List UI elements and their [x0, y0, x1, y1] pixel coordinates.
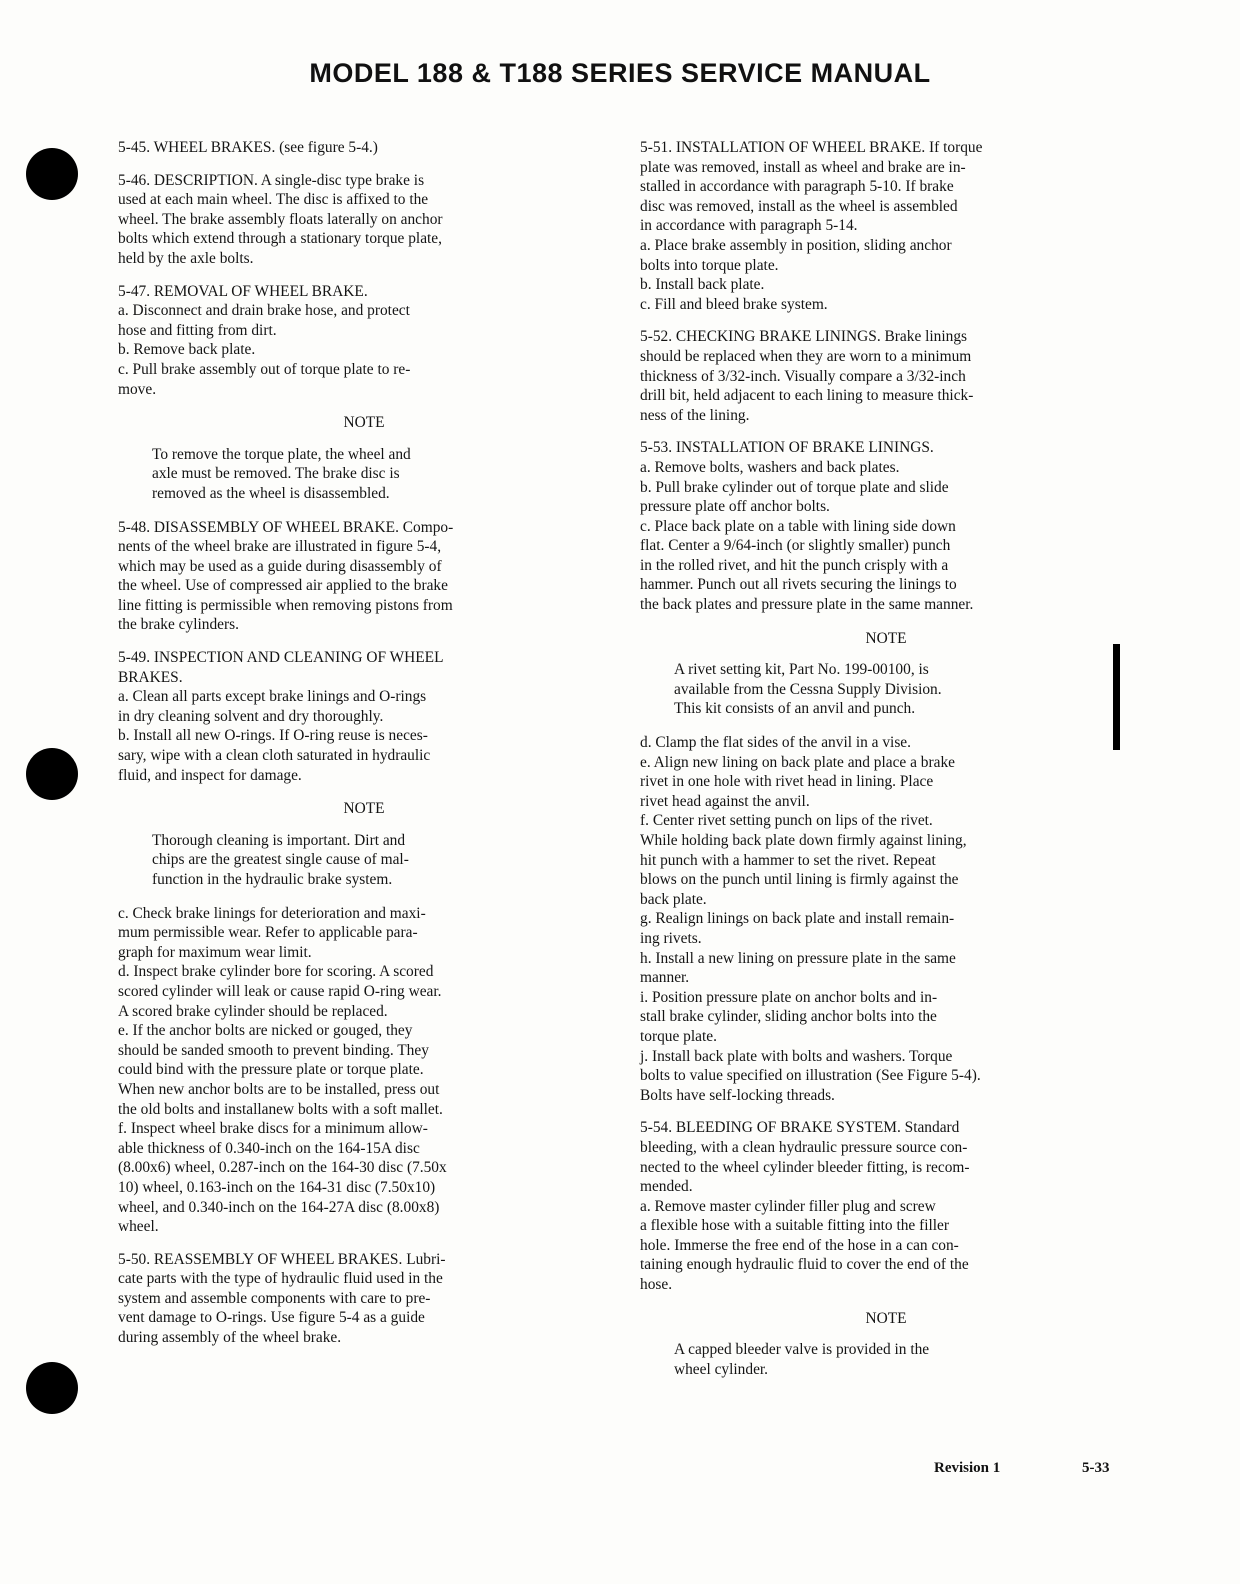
- step-5-47-b: b. Remove back plate.: [118, 341, 256, 359]
- step-5-49-a: a. Clean all parts except brake linings and O-rings in dry cleaning solvent and dry thoroughly.: [118, 688, 427, 725]
- step-5-53-f: f. Center rivet setting punch on lips of the rivet. While holding back plate down firmly against lining, hit punch with a hammer to set the rivet. Repeat blows on the punch until lining is firmly against the back plate.: [640, 812, 967, 908]
- paragraph-5-52: 5-52. CHECKING BRAKE LININGS. Brake linings should be replaced when they are worn to a minimum thickness of 3/32-inch. Visually compare a 3/32-inch drill bit, held adjacent to each lining to measure thick- ness of the lining.: [640, 328, 974, 424]
- step-5-51-b: b. Install back plate.: [640, 276, 765, 294]
- footer-page-number: 5-33: [1082, 1460, 1110, 1476]
- step-5-47-a: a. Disconnect and drain brake hose, and protect hose and fitting from dirt.: [118, 302, 410, 339]
- step-5-49-b: b. Install all new O-rings. If O-ring reuse is neces- sary, wipe with a clean cloth saturated in hydraulic fluid, and inspect for damage.: [118, 727, 431, 784]
- step-5-53-g: g. Realign linings on back plate and install remain- ing rivets.: [640, 910, 955, 947]
- steps-5-53: [640, 733, 1132, 1105]
- steps-5-49: [118, 904, 610, 1237]
- steps-5-47: [118, 301, 610, 399]
- step-5-53-e: e. Align new lining on back plate and place a brake rivet in one hole with rivet head in lining. Place rivet head against the anvil.: [640, 753, 955, 810]
- binder-hole-top: [26, 148, 78, 200]
- note-body: A capped bleeder valve is provided in the wheel cylinder.: [674, 1341, 930, 1378]
- step-5-53-c: c. Place back plate on a table with lining side down flat. Center a 9/64-inch (or slightly smaller) punch in the rolled rivet, and hit the punch crisply with a hammer. Punch out all rivets securing the linings to the back plates and pressure plate in the same manner.: [640, 517, 974, 614]
- footer-revision: Revision 1: [934, 1460, 1001, 1476]
- step-5-49-f: f. Inspect wheel brake discs for a minimum allow- able thickness of 0.340-inch on the 164-15A disc (8.00x6) wheel, 0.287-inch on the 164-30 disc (7.50x 10) wheel, 0.163-inch on the 164-31 disc (7.50x10) wheel, and 0.340-inch on the 164-27A disc (8.00x8) wheel.: [118, 1120, 447, 1236]
- paragraph-5-45: 5-45. WHEEL BRAKES. (see figure 5-4.): [118, 139, 378, 156]
- paragraph-5-49: 5-49. INSPECTION AND CLEANING OF WHEEL BRAKES.: [118, 649, 444, 686]
- step-5-49-c: c. Check brake linings for deterioration and maxi- mum permissible wear. Refer to applicable para- graph for maximum wear limit.: [118, 904, 426, 961]
- binder-hole-middle: [26, 748, 78, 800]
- step-5-53-j: j. Install back plate with bolts and washers. Torque bolts to value specified on illustration (See Figure 5-4). Bolts have self-locking threads.: [640, 1047, 981, 1104]
- step-5-53-h: h. Install a new lining on pressure plate in the same manner.: [640, 949, 956, 987]
- step-5-47-c: c. Pull brake assembly out of torque plate to re- move.: [118, 360, 411, 398]
- note-body: A rivet setting kit, Part No. 199-00100, is available from the Cessna Supply Division. This kit consists of an anvil and punch.: [674, 661, 942, 718]
- revision-change-bar: [1113, 644, 1120, 750]
- paragraph-5-48: 5-48. DISASSEMBLY OF WHEEL BRAKE. Compo- nents of the wheel brake are illustrated in figure 5-4, which may be used as a guide during disassembly of the wheel. Use of compressed air applied to the brake line fitting is permissible when removing pistons from the brake cylinders.: [118, 518, 454, 634]
- left-column: [118, 138, 610, 1361]
- note-body: To remove the torque plate, the wheel and axle must be removed. The brake disc is removed as the wheel is disassembled.: [152, 445, 411, 502]
- paragraph-5-54: 5-54. BLEEDING OF BRAKE SYSTEM. Standard bleeding, with a clean hydraulic pressure source con- nected to the wheel cylinder bleeder fitting, is recom- mended.: [640, 1119, 970, 1196]
- paragraph-5-46: 5-46. DESCRIPTION. A single-disc type brake is used at each main wheel. The disc is affixed to the wheel. The brake assembly floats laterally on anchor bolts which extend through a stationary torque plate, held by the axle bolts.: [118, 171, 443, 267]
- step-5-53-b: b. Pull brake cylinder out of torque plate and slide pressure plate off anchor bolts.: [640, 478, 949, 516]
- paragraph-5-47: 5-47. REMOVAL OF WHEEL BRAKE.: [118, 282, 368, 300]
- step-5-49-d: d. Inspect brake cylinder bore for scoring. A scored scored cylinder will leak or cause rapid O-ring wear. A scored brake cylinder should be replaced.: [118, 963, 442, 1020]
- paragraph-5-53: 5-53. INSTALLATION OF BRAKE LININGS.: [640, 439, 934, 457]
- step-5-51-a: a. Place brake assembly in position, sliding anchor bolts into torque plate.: [640, 236, 952, 274]
- paragraph-5-50: 5-50. REASSEMBLY OF WHEEL BRAKES. Lubri- cate parts with the type of hydraulic fluid used in the system and assemble components with care to pre- vent damage to O-rings. Use figure 5-4 as a guide during assembly of the wheel brake.: [118, 1250, 446, 1347]
- note-body: Thorough cleaning is important. Dirt and chips are the greatest single cause of mal- function in the hydraulic brake system.: [152, 831, 409, 888]
- note-heading: NOTE: [865, 629, 907, 647]
- paragraph-5-51: 5-51. INSTALLATION OF WHEEL BRAKE. If torque plate was removed, install as wheel and brake are in- stalled in accordance with paragraph 5-10. If brake disc was removed, install as the wheel is assembled in accordance with paragraph 5-14.: [640, 139, 983, 235]
- page-title: MODEL 188 & T188 SERIES SERVICE MANUAL: [309, 58, 931, 88]
- right-column: [640, 138, 1132, 1393]
- note-heading: NOTE: [343, 414, 385, 432]
- steps-5-51: [640, 236, 1132, 314]
- step-5-53-i: i. Position pressure plate on anchor bolts and in- stall brake cylinder, sliding anchor bolts into the torque plate.: [640, 988, 938, 1045]
- step-5-53-a: a. Remove bolts, washers and back plates.: [640, 458, 900, 476]
- step-5-49-e: e. If the anchor bolts are nicked or gouged, they should be sanded smooth to prevent binding. They could bind with the pressure plate or torque plate. When new anchor bolts are to be installed, press out the old bolts and installanew bolts with a soft mallet.: [118, 1022, 443, 1118]
- step-5-53-d: d. Clamp the flat sides of the anvil in a vise.: [640, 734, 911, 752]
- binder-hole-bottom: [26, 1362, 78, 1414]
- step-5-54-a: a. Remove master cylinder filler plug and screw a flexible hose with a suitable fitting into the filler hole. Immerse the free end of the hose in a can con- taining enough hydraulic fluid to cover the end of the hose.: [640, 1197, 969, 1294]
- note-heading: NOTE: [343, 800, 385, 818]
- note-heading: NOTE: [865, 1309, 907, 1327]
- step-5-51-c: c. Fill and bleed brake system.: [640, 295, 828, 313]
